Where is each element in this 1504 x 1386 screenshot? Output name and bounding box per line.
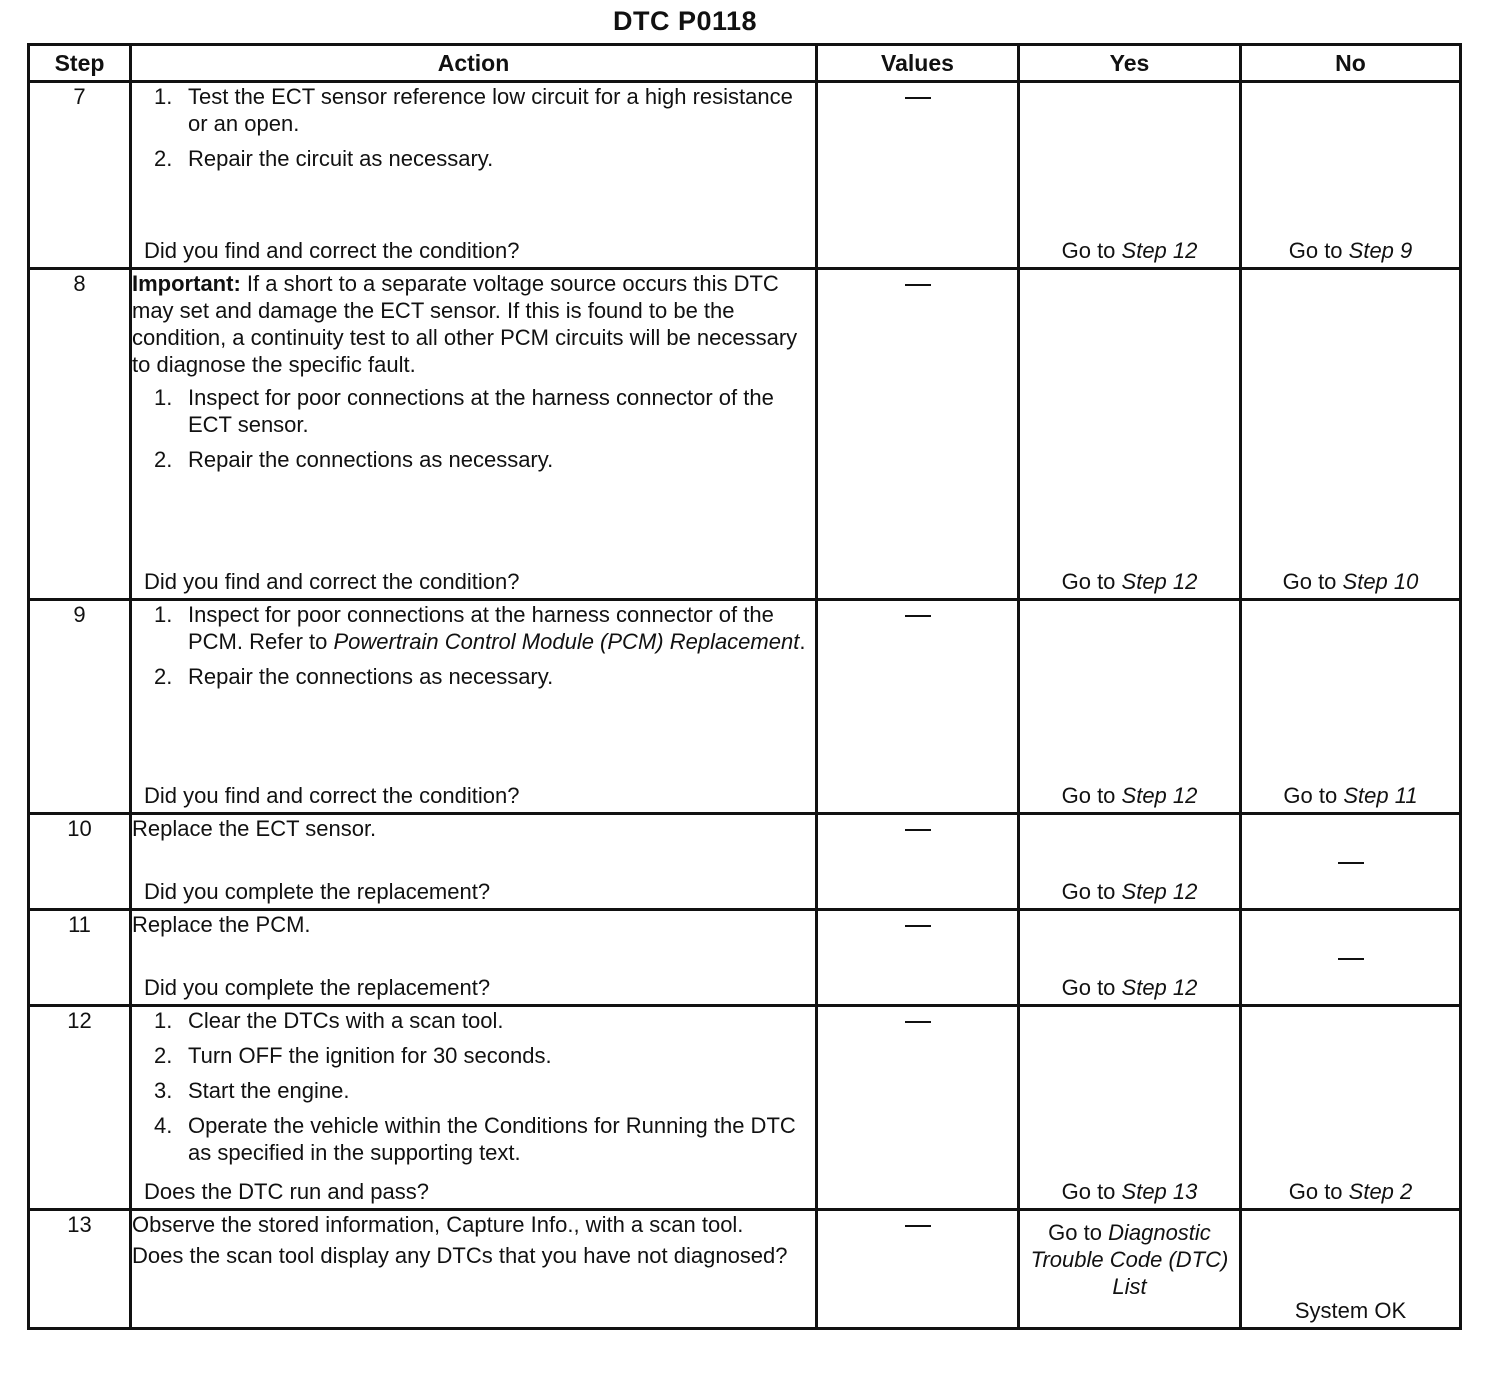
action-cell bbox=[131, 600, 817, 814]
action-list bbox=[132, 384, 815, 473]
no-cell bbox=[1241, 82, 1461, 269]
yes-cell bbox=[1019, 1006, 1241, 1210]
list-item: 2. Turn OFF the ignition for 30 seconds. bbox=[154, 1043, 552, 1068]
step-number: 12 bbox=[29, 1006, 131, 1210]
values-cell bbox=[817, 600, 1019, 814]
yes-link[interactable]: Go to Step 12 bbox=[1061, 783, 1198, 808]
step-number: 9 bbox=[29, 600, 131, 814]
table-row bbox=[29, 814, 1461, 910]
yes-link[interactable]: Go to Diagnostic Trouble Code (DTC) List bbox=[1030, 1220, 1229, 1299]
action-cell bbox=[131, 1006, 817, 1210]
no-link[interactable]: Go to Step 11 bbox=[1283, 783, 1418, 808]
header-values: Values bbox=[817, 45, 1019, 82]
values-cell bbox=[817, 814, 1019, 910]
action-question: Did you find and correct the condition? bbox=[144, 569, 520, 594]
yes-cell bbox=[1019, 910, 1241, 1006]
action-cell bbox=[131, 814, 817, 910]
list-item: 1. Clear the DTCs with a scan tool. bbox=[154, 1008, 504, 1033]
list-item: 2. Repair the connections as necessary. bbox=[154, 664, 554, 689]
list-item: 4. Operate the vehicle within the Conditions for Running the DTC as specified in the supporting text. bbox=[154, 1113, 796, 1165]
dash-mark bbox=[905, 284, 931, 286]
reference-link[interactable]: Powertrain Control Module (PCM) Replacement bbox=[333, 629, 800, 654]
values-cell bbox=[817, 910, 1019, 1006]
header-yes: Yes bbox=[1019, 45, 1241, 82]
values-cell bbox=[817, 269, 1019, 600]
yes-link[interactable]: Go to Step 12 bbox=[1061, 238, 1198, 263]
list-item: 1. Inspect for poor connections at the harness connector of the PCM. Refer to Powertrain Control Module (PCM) Replacement. bbox=[154, 602, 806, 654]
list-item: 2. Repair the connections as necessary. bbox=[154, 447, 554, 472]
no-result: System OK bbox=[1294, 1298, 1407, 1323]
yes-cell bbox=[1019, 269, 1241, 600]
values-cell bbox=[817, 1210, 1019, 1329]
yes-cell bbox=[1019, 82, 1241, 269]
no-cell bbox=[1241, 269, 1461, 600]
list-item: 2. Repair the circuit as necessary. bbox=[154, 146, 494, 171]
action-question: Did you find and correct the condition? bbox=[144, 783, 520, 808]
header-action: Action bbox=[131, 45, 817, 82]
values-cell bbox=[817, 82, 1019, 269]
step-number: 7 bbox=[29, 82, 131, 269]
action-list bbox=[132, 1007, 815, 1166]
page-title: DTC P0118 bbox=[612, 6, 758, 36]
table-row bbox=[29, 910, 1461, 1006]
important-note: Important: If a short to a separate voltage source occurs this DTC may set and damage the ECT sensor. If this is found to be the condition, a continuity test to all other PCM circuits will be necessary to diagnose the specific fault. bbox=[132, 271, 798, 377]
list-item: 3. Start the engine. bbox=[154, 1078, 350, 1103]
header-step: Step bbox=[29, 45, 131, 82]
dash-mark bbox=[905, 1021, 931, 1023]
yes-link[interactable]: Go to Step 13 bbox=[1061, 1179, 1198, 1204]
table-row bbox=[29, 1210, 1461, 1329]
action-question: Did you complete the replacement? bbox=[144, 975, 491, 1000]
yes-cell bbox=[1019, 814, 1241, 910]
step-number: 10 bbox=[29, 814, 131, 910]
table-row bbox=[29, 600, 1461, 814]
action-cell bbox=[131, 82, 817, 269]
action-cell bbox=[131, 269, 817, 600]
dash-mark bbox=[905, 829, 931, 831]
list-item: 1. Test the ECT sensor reference low circuit for a high resistance or an open. bbox=[154, 84, 793, 136]
action-question: Did you complete the replacement? bbox=[144, 879, 491, 904]
dash-mark bbox=[905, 925, 931, 927]
dash-mark bbox=[905, 615, 931, 617]
step-number: 13 bbox=[29, 1210, 131, 1329]
action-question: Does the DTC run and pass? bbox=[144, 1179, 429, 1204]
no-link[interactable]: Go to Step 10 bbox=[1282, 569, 1419, 594]
step-number: 11 bbox=[29, 910, 131, 1006]
action-text: Replace the ECT sensor. bbox=[132, 816, 377, 841]
diagnostic-table bbox=[27, 43, 1462, 1330]
yes-link[interactable]: Go to Step 12 bbox=[1061, 975, 1198, 1000]
action-text: Replace the PCM. bbox=[132, 912, 311, 937]
yes-link[interactable]: Go to Step 12 bbox=[1061, 569, 1198, 594]
step-number: 8 bbox=[29, 269, 131, 600]
action-list bbox=[132, 601, 815, 690]
yes-cell bbox=[1019, 600, 1241, 814]
yes-link[interactable]: Go to Step 12 bbox=[1061, 879, 1198, 904]
table-row bbox=[29, 269, 1461, 600]
no-cell bbox=[1241, 600, 1461, 814]
no-cell bbox=[1241, 1006, 1461, 1210]
action-question: Does the scan tool display any DTCs that you have not diagnosed? bbox=[132, 1243, 788, 1268]
yes-cell bbox=[1019, 1210, 1241, 1329]
dash-mark bbox=[1338, 862, 1364, 864]
action-cell bbox=[131, 910, 817, 1006]
dash-mark bbox=[905, 1225, 931, 1227]
header-row bbox=[29, 45, 1461, 82]
action-question: Did you find and correct the condition? bbox=[144, 238, 520, 263]
no-cell bbox=[1241, 1210, 1461, 1329]
list-item: 1. Inspect for poor connections at the harness connector of the ECT sensor. bbox=[154, 385, 774, 437]
table-row bbox=[29, 1006, 1461, 1210]
action-text: Observe the stored information, Capture Info., with a scan tool. bbox=[132, 1212, 744, 1237]
action-list bbox=[132, 83, 815, 172]
dash-mark bbox=[1338, 958, 1364, 960]
dash-mark bbox=[905, 97, 931, 99]
header-no: No bbox=[1241, 45, 1461, 82]
no-cell bbox=[1241, 814, 1461, 910]
table-row bbox=[29, 82, 1461, 269]
values-cell bbox=[817, 1006, 1019, 1210]
no-cell bbox=[1241, 910, 1461, 1006]
no-link[interactable]: Go to Step 2 bbox=[1288, 1179, 1413, 1204]
action-cell bbox=[131, 1210, 817, 1329]
no-link[interactable]: Go to Step 9 bbox=[1288, 238, 1413, 263]
